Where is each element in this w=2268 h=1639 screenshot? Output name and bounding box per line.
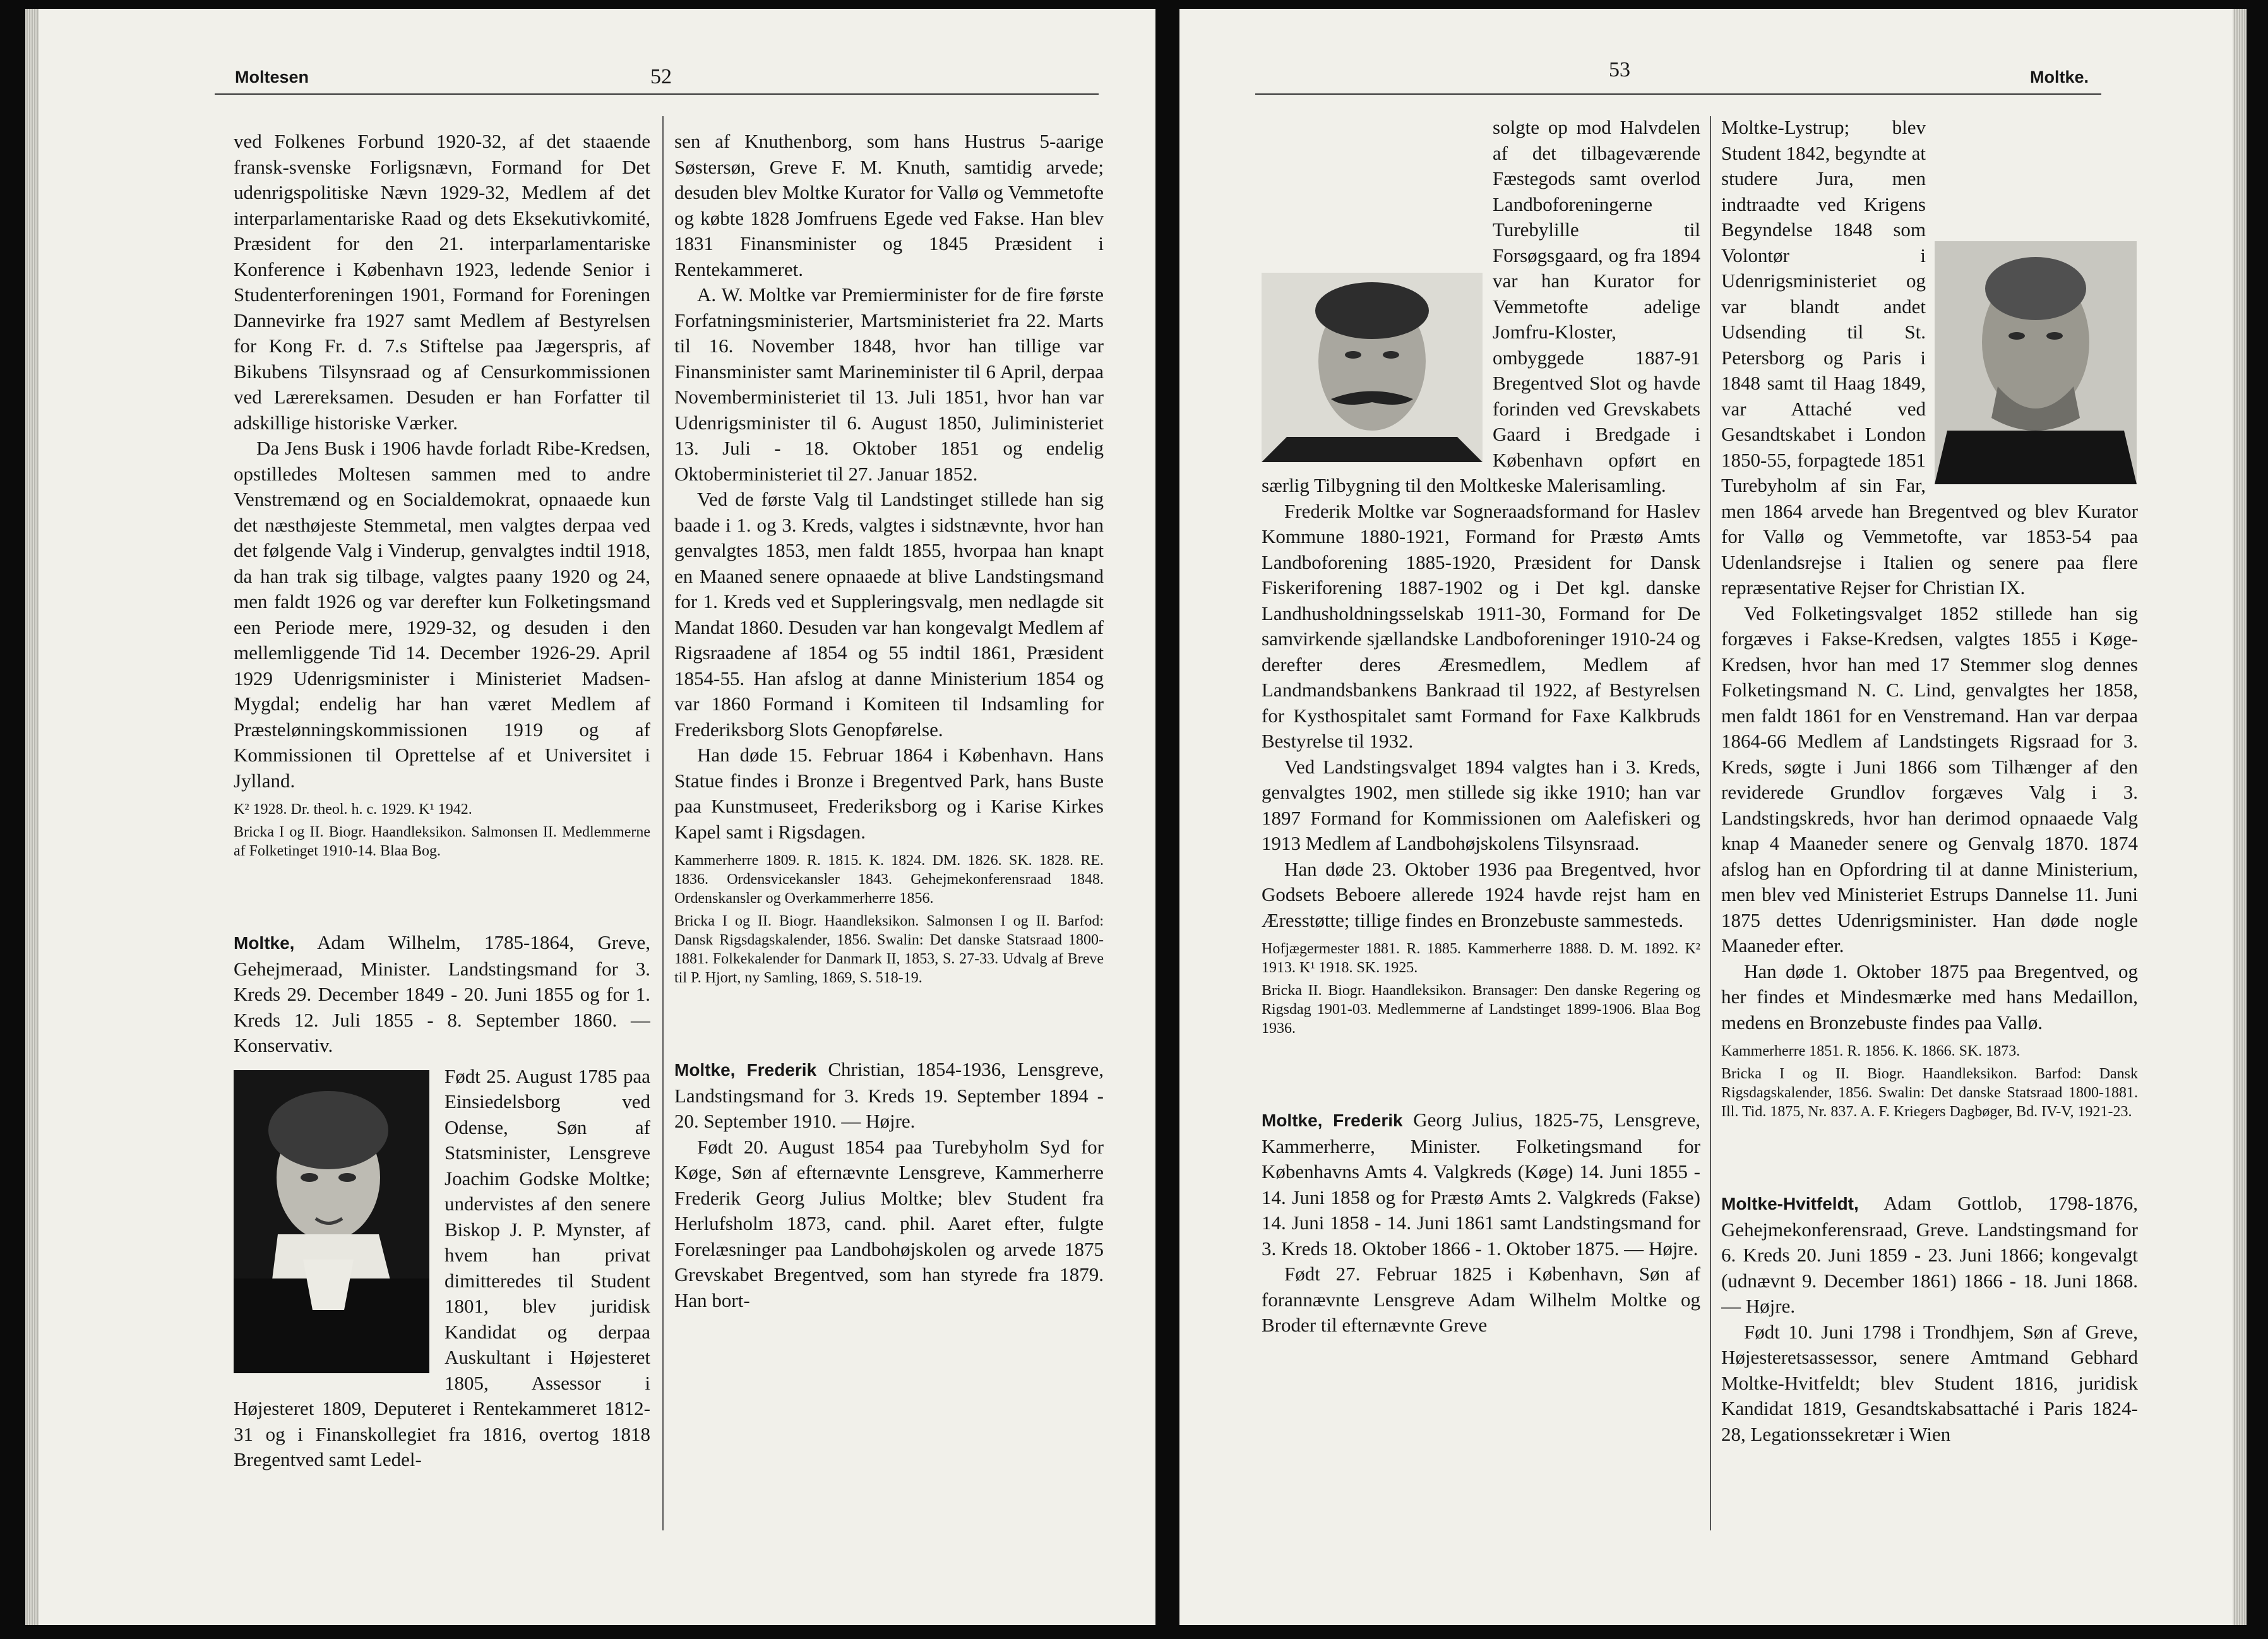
entry-title: Moltke, Frederik bbox=[1262, 1111, 1403, 1130]
header-rule bbox=[1255, 93, 2101, 95]
left-column-2 bbox=[674, 129, 1104, 1537]
entry-heading bbox=[1262, 1107, 1700, 1261]
paragraph: sen af Knuthenborg, som hans Hustrus 5-aarige Søstersøn, Greve F. M. Knuth, samtidig arvede; desuden blev Moltke Kurator for Vallø og Vemmetofte og købte 1828 Jomfruens Egede ved Fakse. Han blev 1831 Finansminister og 1845 Præsident i Rentekammeret. bbox=[674, 130, 1104, 280]
portrait-adam-wilhelm-moltke bbox=[234, 1070, 429, 1373]
left-page bbox=[25, 9, 1155, 1625]
entry-intro: Adam Gottlob, 1798-1876, Gehejmekonferensraad, Greve. Landstingsmand for 6. Kreds 20. Juni 1859 - 23. Juni 1866; kongevalgt (udnævnt 9. December 1861) 1866 - 18. Juni 1868. — Højre. bbox=[1721, 1192, 2138, 1317]
paragraph: Født 25. August 1785 paa Einsiedelsborg ved Odense, Søn af Statsminister, Lensgreve Joachim Godske Moltke; undervistes af den senere Biskop J. P. Mynster, af hvem han privat dimitteredes til Student 1801, blev juridisk Kandidat og derpaa Auskultant i Højesteret 1805, Assessor i Højesteret 1809, Deputeret i Rentekammeret 1812-31 og i Finanskollegiet fra 1816, overtog 1818 Bregentved samt Ledel- bbox=[234, 1064, 650, 1470]
right-column-2 bbox=[1721, 115, 2138, 1535]
paragraph: Han døde 1. Oktober 1875 paa Bregentved, og her findes et Mindesmærke med hans Medaillon, medens en Bronzebuste findes paa Vallø. bbox=[1721, 960, 2138, 1034]
left-column-1 bbox=[234, 129, 650, 1537]
page-number: 52 bbox=[650, 65, 672, 88]
header-name: Moltke. bbox=[2029, 67, 2089, 86]
left-page-header bbox=[208, 63, 1105, 91]
paragraph: Født 27. Februar 1825 i København, Søn af forannævnte Lensgreve Adam Wilhelm Moltke og Broder til efternævnte Greve bbox=[1262, 1263, 1700, 1336]
portrait-photo bbox=[1935, 241, 2137, 484]
entry-heading bbox=[674, 1057, 1104, 1135]
sources: Bricka I og II. Biogr. Haandleksikon. Salmonsen I og II. Barfod: Dansk Rigsdagskalender, 1856. Swalin: Det danske Statsraad 1800-1881. Folkekalender for Danmark II, 1853, S. 27-33. Udvalg af Breve til P. Hjort, ny Samling, 1869, S. 518-19. bbox=[674, 913, 1104, 986]
honors: Hofjægermester 1881. R. 1885. Kammerherre 1888. D. M. 1892. K² 1913. K¹ 1918. SK. 1925. bbox=[1262, 941, 1700, 976]
page-edge bbox=[25, 9, 39, 1625]
paragraph: Ved de første Valg til Landstinget stillede han sig baade i 1. og 3. Kreds, valgtes i sidstnævnte, hvor han genvalgtes 1853, men faldt 1855, hvorpaa han knapt en Maaned senere opnaaede at blive Landstingsmand for 1. Kreds ved et Suppleringsvalg, men nedlagde sit Mandat 1860. Desuden var han kongevalgt Medlem af Rigsraadene af 1854 og 55 indtil 1861, Præsident 1854-55. Han afslog at danne Ministerium 1854 og var 1860 Formand i Komiteen til Indsamling for Frederiksborg Slots Genopførelse. bbox=[674, 488, 1104, 741]
paragraph-text: Moltke-Lystrup; blev Student 1842, begyndte at studere Jura, men indtraadte ved Krigens Begyndelse 1848 som Volontør i Udenrigsministeriet og var blandt andet Udsending til St. Petersborg og Paris i 1848 samt til Haag 1849, var Attaché ved Gesandtskabet i London 1850-55, forpagtede 1851 Turebyholm af sin Far, men 1864 arvede han Bregentved og blev Kurator for Vallø og Vemmetofte, var 1853-54 paa Udenlandsrejse i Italien og senere paa flere repræsentative Rejser for Christian IX. bbox=[1721, 116, 2138, 599]
entry-title: Moltke-Hvitfeldt, bbox=[1721, 1194, 1859, 1213]
entry-title: Moltke, bbox=[234, 933, 295, 953]
honors: Kammerherre 1809. R. 1815. K. 1824. DM. 1826. SK. 1828. RE. 1836. Ordensvicekansler 1843. Gehejmekonferensraad 1848. Ordenskansler og Overkammerherre 1856. bbox=[674, 852, 1104, 907]
paragraph: Han døde 23. Oktober 1936 paa Bregentved, hvor Godsets Beboere allerede 1924 havde rejst ham en Æresstøtte; tillige findes en Bronzebuste sammesteds. bbox=[1262, 857, 1700, 931]
paragraph: Ved Landstingsvalget 1894 valgtes han i 3. Kreds, genvalgtes 1902, men stillede sig ikke 1910; han var 1897 Formand for Kommissionen om Aalefiskeri og 1913 Medlem af Landbohøjskolens Tilsynsraad. bbox=[1262, 755, 1700, 854]
page-number: 53 bbox=[1609, 58, 1630, 81]
portrait-frederik-georg-julius-moltke bbox=[1935, 241, 2137, 484]
paragraph: ved Folkenes Forbund 1920-32, af det staaende fransk-svenske Forligsnævn, Formand for Det udenrigspolitiske Nævn 1929-32, Medlem af det interparlamentariske Raad og dets Eksekutivkomité, Præsident for den 21. interparlamentariske Konference i København 1923, ledende Senior i Studenterforeningen 1901, Formand for Foreningen Dannevirke fra 1927 samt Medlem af Bestyrelsen for Kong Fr. d. 7.s Stiftelse paa Jægerspris, af Bikubens Tilsynsraad og af Censurkommissionen ved Lærereksamen. Desuden er han Forfatter til adskillige historiske Værker. bbox=[234, 130, 650, 434]
paragraph: Han døde 15. Februar 1864 i København. Hans Statue findes i Bronze i Bregentved Park, hans Buste paa Kunstmuseet, Frederiksborg og i Karise Kirkes Kapel samt i Rigsdagen. bbox=[674, 744, 1104, 843]
paragraph: Frederik Moltke var Sognerаadsformand for Haslev Kommune 1880-1921, Formand for Præstø Amts Landboforening 1885-1920, Præsident for Dansk Fiskeriforening 1887-1902 og i Det kgl. danske Landhusholdningsselskab 1911-30, Formand for De samvirkende sjællandske Landboforeninger 1910-24 og derefter deres Æresmedlem, Medlem af Landmandsbankens Bankraad til 1922, af Bestyrelsen for Kysthospitalet samt Formand for Faxe Kalkbruds Bestyrelse til 1932. bbox=[1262, 499, 1700, 752]
entry-intro: Adam Wilhelm, 1785-1864, Greve, Gehejmeraad, Minister. Landstingsmand for 3. Kreds 29. December 1849 - 20. Juni 1855 og for 1. Kreds 12. Juli 1855 - 8. September 1860. — Konservativ. bbox=[234, 931, 650, 1056]
paragraph: A. W. Moltke var Premierminister for de fire første Forfatningsministerier, Martsministeriet fra 22. Marts til 16. November 1848, hvor han tillige var Finansminister samt Marineminister til 6 April, derpaa Novemberministeriet til 13. Juli 1851, hvor han var Udenrigsminister til 6. August 1850, Juliministeriet 13. Juli - 18. Oktober 1851 og endelig Oktoberministeriet til 27. Januar 1852. bbox=[674, 283, 1104, 485]
honors: Kammerherre 1851. R. 1856. K. 1866. SK. 1873. bbox=[1721, 1043, 2020, 1059]
entry-heading bbox=[234, 930, 650, 1059]
sources: Bricka I og II. Biogr. Haandleksikon. Salmonsen II. Medlemmerne af Folketinget 1910-14. Blaa Bog. bbox=[234, 824, 650, 859]
paragraph bbox=[1721, 115, 2138, 601]
paragraph: Da Jens Busk i 1906 havde forladt Ribe-Kredsen, opstilledes Moltesen sammen med to andre Venstremænd og en Socialdemokrat, opnaaede kun det næsthøjeste Stemmetal, men valgtes derpaa ved det følgende Valg i Vinderup, genvalgtes indtil 1918, da han trak sig tilbage, valgtes paany 1920 og 24, men faldt 1926 og var derefter kun Folketingsmand een Periode mere, 1929-32, og desuden i den mellemliggende Tid 14. December 1926-29. April 1929 Udenrigsminister i Ministeriet Madsen-Mygdal; endelig har han været Medlem af Præstelønningskommissionen 1919 og af Kommissionen til Oprettelse af et Universitet i Jylland. bbox=[234, 437, 650, 792]
paragraph bbox=[1262, 115, 1700, 499]
entry-intro: Christian, 1854-1936, Lensgreve, Landstingsmand for 3. Kreds 19. September 1894 - 20. September 1910. — Højre. bbox=[674, 1058, 1104, 1132]
right-page bbox=[1179, 9, 2247, 1625]
column-divider bbox=[1710, 116, 1711, 1530]
portrait-photo bbox=[1262, 273, 1483, 462]
paragraph: Født 10. Juni 1798 i Trondhjem, Søn af Greve, Højesteretsassessor, senere Amtmand Gebhard Moltke-Hvitfeldt; blev Student 1816, juridisk Kandidat 1819, Gesandtskabsattaché i Paris 1824-28, Legationssekretær i Wien bbox=[1721, 1320, 2138, 1445]
entry-title: Moltke, Frederik bbox=[674, 1060, 817, 1080]
honors: K² 1928. Dr. theol. h. c. 1929. K¹ 1942. bbox=[234, 801, 472, 818]
header-name: Moltesen bbox=[235, 67, 309, 86]
paragraph: Ved Folketingsvalget 1852 stillede han sig forgæves i Fakse-Kredsen, valgtes 1855 i Køge-Kredsen, hvor han med 17 Stemmer slog dennes Folketingsmand N. C. Lind, genvalgtes her 1858, men faldt 1861 for en Venstremand. Han var derpaa 1864-66 Medlem af Landstingets Rigsraad for 3. Kreds, søgte i Juni 1866 som Tilhænger af den reviderede Grundlov forgæves Valg i 3. Landstingskreds, hvor han derimod opnaaede Valg knap 4 Maaneder senere og Genvalg 1870. 1874 afslog han en Opfordring til at danne Ministerium, men blev ved Ministeriet Estrups Dannelse 11. Juni 1875 dettes Udenrigsminister. Han døde nogle Maaneder efter. bbox=[1721, 602, 2138, 957]
portrait-frederik-moltke bbox=[1262, 273, 1483, 462]
header-rule bbox=[215, 93, 1099, 95]
sources: Bricka II. Biogr. Haandleksikon. Bransager: Den danske Regering og Rigsdag 1901-03. Medlemmerne af Landstinget 1899-1906. Blaa Bog 1936. bbox=[1262, 982, 1700, 1037]
entry-heading bbox=[1721, 1191, 2138, 1320]
right-column-1 bbox=[1262, 115, 1700, 1535]
right-page-header bbox=[1217, 58, 2089, 91]
column-divider bbox=[662, 116, 664, 1530]
portrait-photo bbox=[234, 1070, 429, 1373]
paragraph: Født 20. August 1854 paa Turebyholm Syd for Køge, Søn af efternævnte Lensgreve, Kammerherre Frederik Georg Julius Moltke; blev Student fra Herlufsholm 1873, cand. phil. Aaret efter, fulgte Forelæsninger paa Landbohøjskolen og arvede 1875 Grevskabet Bregentved, som han styrede fra 1879. Han bort- bbox=[674, 1135, 1104, 1311]
paragraph-text: solgte op mod Halvdelen af det tilbageværende Fæstegods samt overlod Landboforeningerne Turebylille til Forsøgsgaard, og fra 1894 var han Kurator for Vemmetofte adelige Jomfru-Kloster, ombyggede 1887-91 Bregentved Slot og havde forinden ved Grevskabets Gaard i Bredgade i København opført en særlig Tilbygning til den Moltkeske Malerisamling. bbox=[1262, 116, 1700, 496]
page-edge bbox=[2233, 9, 2247, 1625]
sources: Bricka I og II. Biogr. Haandleksikon. Barfod: Dansk Rigsdagskalender, 1856. Swalin: Det danske Statsraad 1800-1881. Ill. Tid. 1875, Nr. 837. A. F. Kriegers Dagbøger, Bd. IV-V, 1921-23. bbox=[1721, 1066, 2138, 1120]
entry-intro: Georg Julius, 1825-75, Lensgreve, Kammerherre, Minister. Folketingsmand for Københavns Amts 4. Valgkreds (Køge) 14. Juni 1855 - 14. Juni 1858 og for Præstø Amts 2. Valgkreds (Fakse) 14. Juni 1858 - 14. Juni 1861 samt Landstingsmand for 3. Kreds 18. Oktober 1866 - 1. Oktober 1875. — Højre. bbox=[1262, 1109, 1700, 1260]
